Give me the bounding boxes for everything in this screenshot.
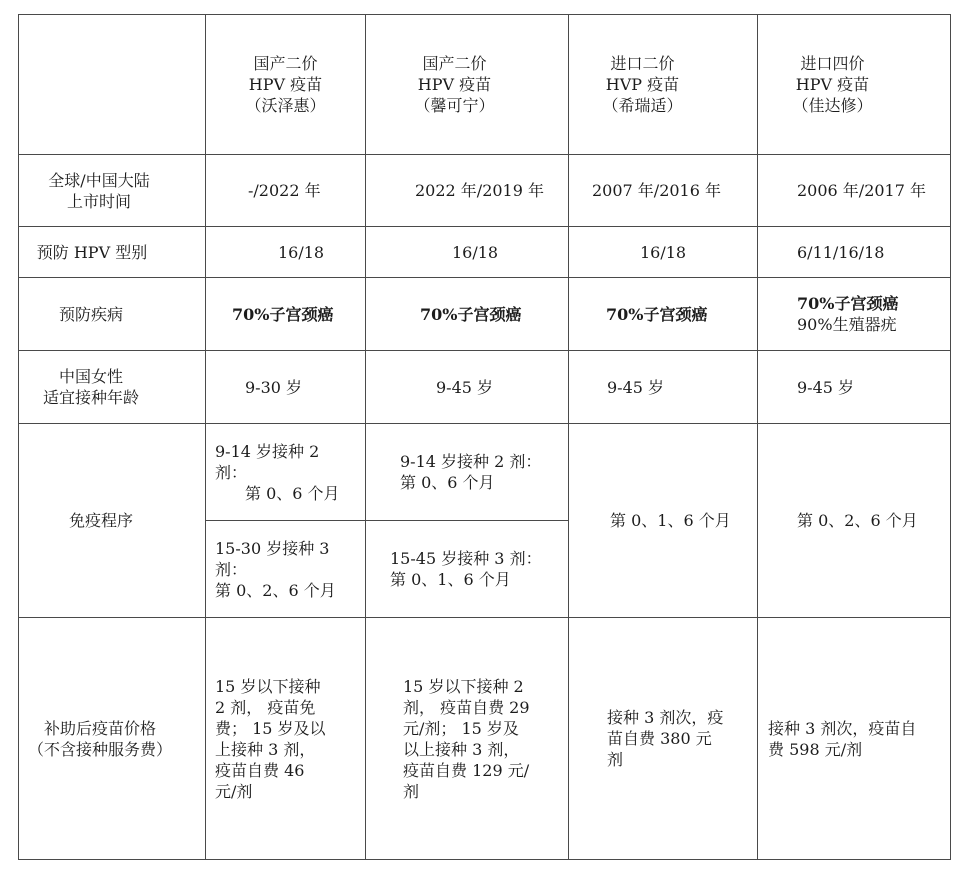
cell-text: 15-45 岁接种 3 剂： (390, 549, 542, 568)
cell-text: 16/18 (640, 242, 687, 262)
prevented-disease-cell (206, 278, 366, 351)
schedule-cell-upper (206, 424, 366, 521)
vaccine-type: HPV 疫苗 (248, 75, 323, 94)
cell-text: 元/剂； 15 岁及 (403, 718, 519, 738)
prevented-disease-cell (366, 278, 569, 351)
cell-text: 9-14 岁接种 2 (215, 441, 320, 461)
cell-text: 剂： (215, 462, 248, 482)
cell-text: 2006 年/2017 年 (797, 181, 927, 200)
schedule-cell (569, 424, 758, 618)
schedule-cell (758, 424, 951, 618)
vaccine-header-xinkening (366, 15, 569, 155)
recommended-age-cell (758, 351, 951, 424)
row-label-recommended-age (19, 351, 206, 424)
cell-text: 9-45 岁 (436, 377, 494, 397)
row-label-immunization-schedule (19, 424, 206, 618)
cell-text: 15 岁以下接种 2 (403, 676, 524, 696)
cell-text: 第 0、2、6 个月 (215, 580, 336, 600)
recommended-age-cell (206, 351, 366, 424)
cell-text: 6/11/16/18 (797, 242, 885, 262)
cell-text: -/2022 年 (248, 181, 321, 200)
cell-text: 上接种 3 剂， (215, 739, 316, 759)
cell-text: 第 0、2、6 个月 (797, 511, 918, 530)
launch-time-cell (758, 155, 951, 227)
vaccine-type: HPV 疫苗 (417, 75, 492, 94)
cell-text: 16/18 (278, 242, 325, 262)
row-label-line: （不含接种服务费） (27, 739, 172, 759)
cell-text: 2 剂， 疫苗免 (215, 697, 316, 717)
cell-text: 70%子宫颈癌 (420, 304, 522, 324)
cell-text: 疫苗自费 129 元/ (403, 760, 530, 780)
launch-time-cell (206, 155, 366, 227)
subsidized-price-cell (206, 618, 366, 860)
row-label-launch-time (19, 155, 206, 227)
row-label-line: 上市时间 (66, 191, 131, 211)
hpv-types-cell (758, 227, 951, 278)
vaccine-header-cervarix (569, 15, 758, 155)
row-label-prevented-disease (19, 278, 206, 351)
cell-text: 70%子宫颈癌 (232, 304, 334, 324)
cell-text: 剂 (607, 750, 624, 769)
subsidized-price-cell (366, 618, 569, 860)
vaccine-brand: （沃泽惠） (245, 96, 326, 115)
vaccine-type: HVP 疫苗 (605, 75, 680, 94)
prevented-disease-cell (569, 278, 758, 351)
cell-text: 接种 3 剂次，疫苗自 (768, 718, 917, 738)
subsidized-price-cell (569, 618, 758, 860)
cell-text: 费； 15 岁及以 (215, 718, 326, 738)
row-label-subsidized-price (19, 618, 206, 860)
cell-text: 2007 年/2016 年 (592, 181, 722, 200)
row-label-line: 中国女性 (58, 367, 123, 386)
cell-text: 剂， 疫苗自费 29 (403, 697, 530, 717)
cell-text: 16/18 (452, 242, 499, 262)
vaccine-header-gardasil (758, 15, 951, 155)
cell-text: 苗自费 380 元 (607, 729, 712, 748)
cell-text: 第 0、6 个月 (400, 473, 495, 492)
recommended-age-cell (569, 351, 758, 424)
vaccine-category: 国产二价 (253, 54, 318, 73)
cell-text: 以上接种 3 剂， (403, 739, 520, 759)
row-label-line: 预防 HPV 型别 (36, 242, 148, 262)
schedule-cell-lower (206, 521, 366, 618)
cell-text: 70%子宫颈癌 (606, 304, 708, 324)
row-label-hpv-types (19, 227, 206, 278)
vaccine-brand: （希瑞适） (602, 96, 683, 115)
cell-text: 70%子宫颈癌 (797, 294, 899, 313)
vaccine-category: 进口四价 (800, 54, 865, 73)
subsidized-price-cell (758, 618, 951, 860)
cell-text: 第 0、6 个月 (245, 483, 340, 503)
cell-text: 剂： (215, 559, 248, 579)
cell-text: 9-45 岁 (797, 377, 855, 397)
cell-text: 接种 3 剂次，疫 (607, 708, 724, 727)
cell-text: 剂 (403, 781, 420, 801)
cell-text: 9-45 岁 (607, 377, 665, 397)
header-corner-cell (19, 15, 206, 155)
vaccine-type: HPV 疫苗 (795, 75, 870, 94)
cell-text: 90%生殖器疣 (797, 315, 897, 334)
row-label-line: 免疫程序 (68, 511, 133, 530)
cell-text: 费 598 元/剂 (768, 739, 863, 759)
cell-text: 疫苗自费 46 (215, 760, 305, 780)
recommended-age-cell (366, 351, 569, 424)
schedule-cell-lower (366, 521, 569, 618)
cell-text: 15-30 岁接种 3 (215, 538, 330, 558)
hpv-types-cell (366, 227, 569, 278)
cell-text: 9-14 岁接种 2 剂： (400, 452, 542, 471)
hpv-types-cell (569, 227, 758, 278)
launch-time-cell (366, 155, 569, 227)
row-label-line: 预防疾病 (58, 304, 123, 324)
hpv-vaccine-comparison-table (18, 14, 951, 860)
hpv-types-cell (206, 227, 366, 278)
prevented-disease-cell (758, 278, 951, 351)
launch-time-cell (569, 155, 758, 227)
vaccine-category: 进口二价 (610, 54, 675, 73)
vaccine-category: 国产二价 (422, 54, 487, 73)
cell-text: 9-30 岁 (245, 377, 303, 397)
row-label-line: 全球/中国大陆 (48, 170, 150, 190)
vaccine-brand: （馨可宁） (414, 96, 495, 115)
cell-text: 元/剂 (215, 781, 253, 801)
cell-text: 第 0、1、6 个月 (390, 570, 511, 589)
vaccine-brand: （佳达修） (792, 96, 873, 115)
row-label-line: 适宜接种年龄 (42, 388, 139, 407)
vaccine-header-wozehui (206, 15, 366, 155)
cell-text: 2022 年/2019 年 (415, 181, 545, 200)
row-label-line: 补助后疫苗价格 (43, 718, 156, 738)
cell-text: 第 0、1、6 个月 (610, 511, 731, 530)
cell-text: 15 岁以下接种 (215, 676, 321, 696)
schedule-cell-upper (366, 424, 569, 521)
